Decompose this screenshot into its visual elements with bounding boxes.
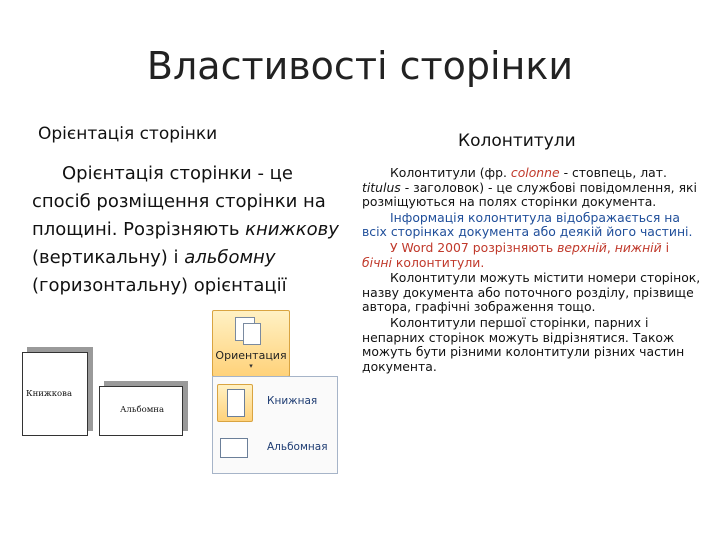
definition-text-b: - стовпець, лат.: [559, 165, 667, 180]
slide-title: Властивості сторінки: [146, 44, 574, 88]
orientation-text-mid1: (вертикальну) і: [32, 247, 185, 268]
types-text-b: ,: [606, 239, 615, 255]
headers-footers-description: [362, 166, 702, 375]
menu-item-portrait[interactable]: [215, 381, 335, 423]
landscape-page-label: Альбомна: [120, 405, 165, 415]
portrait-page-thumbnail: [22, 352, 88, 436]
term-side: бічні: [362, 254, 392, 270]
right-heading: Колонтитули: [458, 131, 576, 151]
paragraph-variations: Колонтитули першої сторінки, парних і непарних сторінок можуть відрізнятися. Також можуть бути різними колонтитули різних частин документа.: [362, 314, 685, 374]
term-upper: верхній: [557, 239, 607, 255]
paragraph-types: [362, 241, 702, 270]
orientation-icon-back: [243, 323, 261, 345]
orientation-text-mid2: (горизонтальну) орієнтації: [32, 275, 287, 296]
orientation-button[interactable]: [212, 310, 290, 377]
paragraph-info: Інформація колонтитула відображається на всіх сторінках документа або деякій його частині.: [362, 209, 693, 240]
orientation-description: [32, 160, 352, 300]
portrait-page-label: Книжкова: [26, 389, 73, 399]
term-lower: нижній: [614, 239, 662, 255]
paragraph-definition: [362, 166, 702, 210]
landscape-page-thumbnail: [99, 386, 183, 436]
orientation-ribbon: [212, 310, 336, 472]
menu-item-portrait-label: Книжная: [267, 395, 318, 407]
definition-text-a: Колонтитули (фр.: [390, 165, 511, 180]
orientation-button-label: Ориентация: [215, 349, 287, 362]
term-landscape: альбомну: [184, 247, 276, 268]
menu-item-landscape-label: Альбомная: [267, 441, 328, 453]
orientation-menu: [212, 376, 338, 474]
term-titulus: titulus: [362, 179, 401, 195]
chevron-down-icon: ▾: [249, 362, 253, 370]
definition-text-c: - заголовок) - це службові повідомлення, які розміщуються на полях сторінки документа.: [362, 179, 697, 210]
left-heading: Орієнтація сторінки: [38, 124, 218, 144]
term-portrait: книжкову: [245, 219, 339, 240]
portrait-page-icon: [217, 384, 253, 422]
orientation-text-start: Орієнтація сторінки - це спосіб розміщення сторінки на площині. Розрізняють: [32, 163, 326, 240]
menu-item-landscape[interactable]: [215, 427, 335, 469]
types-text-a: У Word 2007 розрізняють: [390, 239, 558, 255]
term-colonne: colonne: [510, 165, 560, 180]
landscape-page-icon: [217, 430, 251, 466]
types-text-c: і: [661, 239, 670, 255]
paragraph-content: Колонтитули можуть містити номери сторінок, назву документа або поточного розділу, прізвище автора, графічні зображення тощо.: [362, 270, 701, 315]
types-text-d: колонтитули.: [391, 254, 485, 270]
